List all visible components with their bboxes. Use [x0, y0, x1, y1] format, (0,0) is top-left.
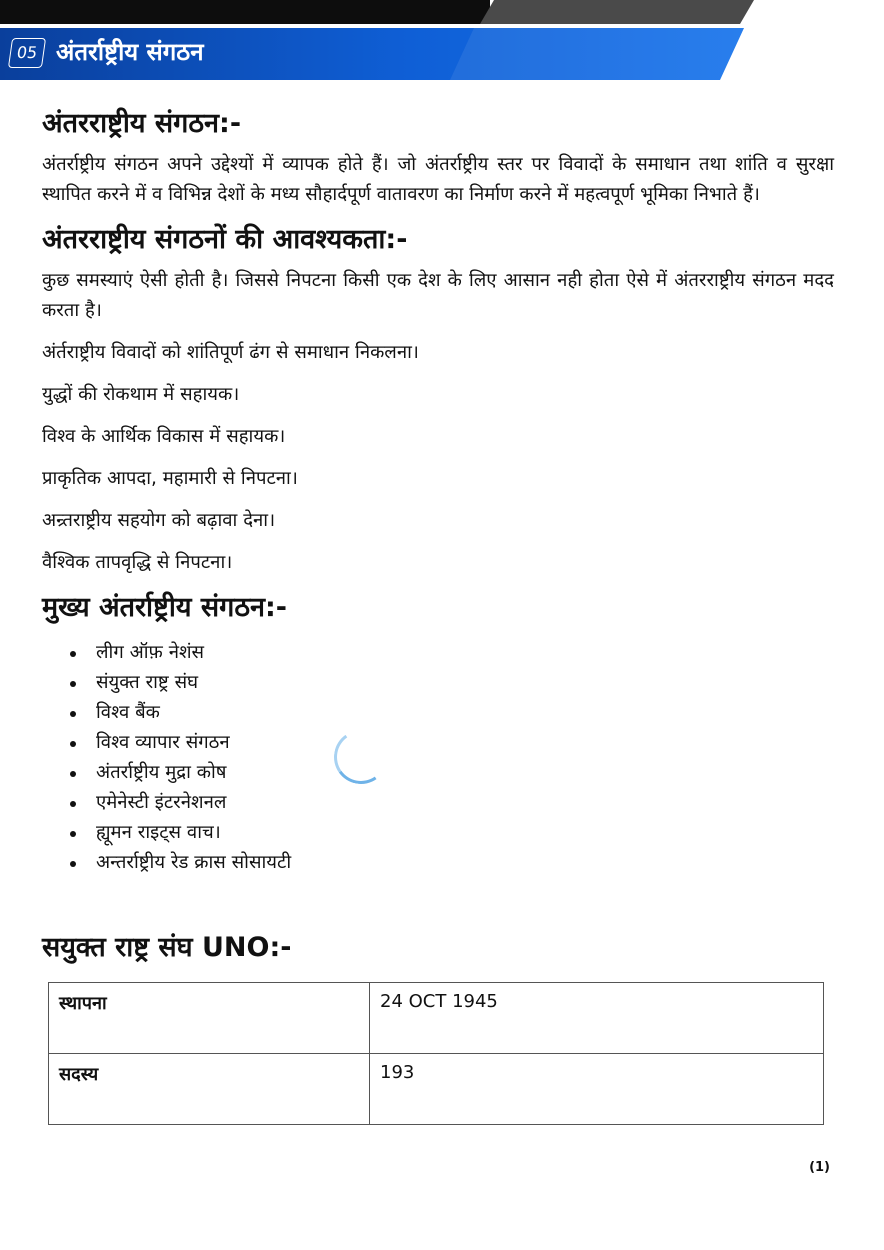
need-point: प्राकृतिक आपदा, महामारी से निपटना। — [42, 468, 298, 489]
need-paragraph: कुछ समस्याएं ऐसी होती है। जिससे निपटना किसी एक देश के लिए आसान नही होता ऐसे में अंतरराष्ट्रीय संगठन मदद करता है। — [42, 270, 834, 321]
bullet-icon — [70, 801, 76, 807]
org-name: विश्व बैंक — [96, 702, 160, 723]
need-point: युद्धों की रोकथाम में सहायक। — [42, 384, 240, 405]
chapter-title: अंतर्राष्ट्रीय संगठन — [56, 38, 204, 66]
org-name: एमेनेस्टी इंटरनेशनल — [96, 792, 227, 813]
section-heading-intro: अंतरराष्ट्रीय संगठन:- — [42, 108, 242, 139]
need-point: वैश्विक तापवृद्धि से निपटना। — [42, 552, 233, 573]
list-item — [66, 728, 834, 758]
org-name: अन्तर्राष्ट्रीय रेड क्रास सोसायटी — [96, 852, 292, 873]
table-key-cell: स्थापना — [49, 983, 370, 1054]
chapter-number-badge: 05 — [8, 38, 46, 68]
table-row — [49, 1054, 824, 1125]
section-heading-need: अंतरराष्ट्रीय संगठनों की आवश्यकता:- — [42, 224, 408, 255]
org-name: संयुक्त राष्ट्र संघ — [96, 672, 199, 693]
section-heading-main-orgs: मुख्य अंतर्राष्ट्रीय संगठन:- — [42, 592, 288, 623]
bullet-icon — [70, 861, 76, 867]
list-item — [66, 758, 834, 788]
table-key-cell: सदस्य — [49, 1054, 370, 1125]
header-gray-band — [480, 0, 754, 24]
bullet-icon — [70, 771, 76, 777]
bullet-icon — [70, 681, 76, 687]
list-item — [66, 848, 834, 878]
table-value-cell: 24 OCT 1945 — [370, 983, 824, 1054]
bullet-icon — [70, 651, 76, 657]
bullet-icon — [70, 831, 76, 837]
org-name: लीग ऑफ़ नेशंस — [96, 642, 205, 663]
bullet-icon — [70, 741, 76, 747]
org-list — [42, 638, 834, 878]
bullet-icon — [70, 711, 76, 717]
uno-facts-table — [48, 982, 824, 1125]
table-value-cell: 193 — [370, 1054, 824, 1125]
list-item — [66, 668, 834, 698]
list-item — [66, 698, 834, 728]
need-point: अन्र्तराष्ट्रीय सहयोग को बढ़ावा देना। — [42, 510, 276, 531]
list-item — [66, 818, 834, 848]
need-point: अंर्तराष्ट्रीय विवादों को शांतिपूर्ण ढंग से समाधान निकलना। — [42, 342, 419, 363]
list-item — [66, 638, 834, 668]
page-content — [42, 100, 834, 1125]
org-name: अंतर्राष्ट्रीय मुद्रा कोष — [96, 762, 227, 783]
org-name: ह्यूमन राइट्स वाच। — [96, 822, 221, 843]
table-row — [49, 983, 824, 1054]
need-point: विश्व के आर्थिक विकास में सहायक। — [42, 426, 286, 447]
header-black-band — [0, 0, 490, 24]
list-item — [66, 788, 834, 818]
org-name: विश्व व्यापार संगठन — [96, 732, 230, 753]
page-number: (1) — [809, 1160, 830, 1175]
section-heading-uno: सयुक्त राष्ट्र संघ UNO:- — [42, 932, 292, 963]
intro-paragraph: अंतर्राष्ट्रीय संगठन अपने उद्देश्यों में व्यापक होते हैं। जो अंतर्राष्ट्रीय स्तर पर विवादों के समाधान तथा शांति व सुरक्षा स्थापित करने में व विभिन्न देशों के मध्य सौहार्दपूर्ण वातावरण का निर्माण करने में महत्वपूर्ण भूमिका निभाते हैं। — [42, 154, 834, 205]
